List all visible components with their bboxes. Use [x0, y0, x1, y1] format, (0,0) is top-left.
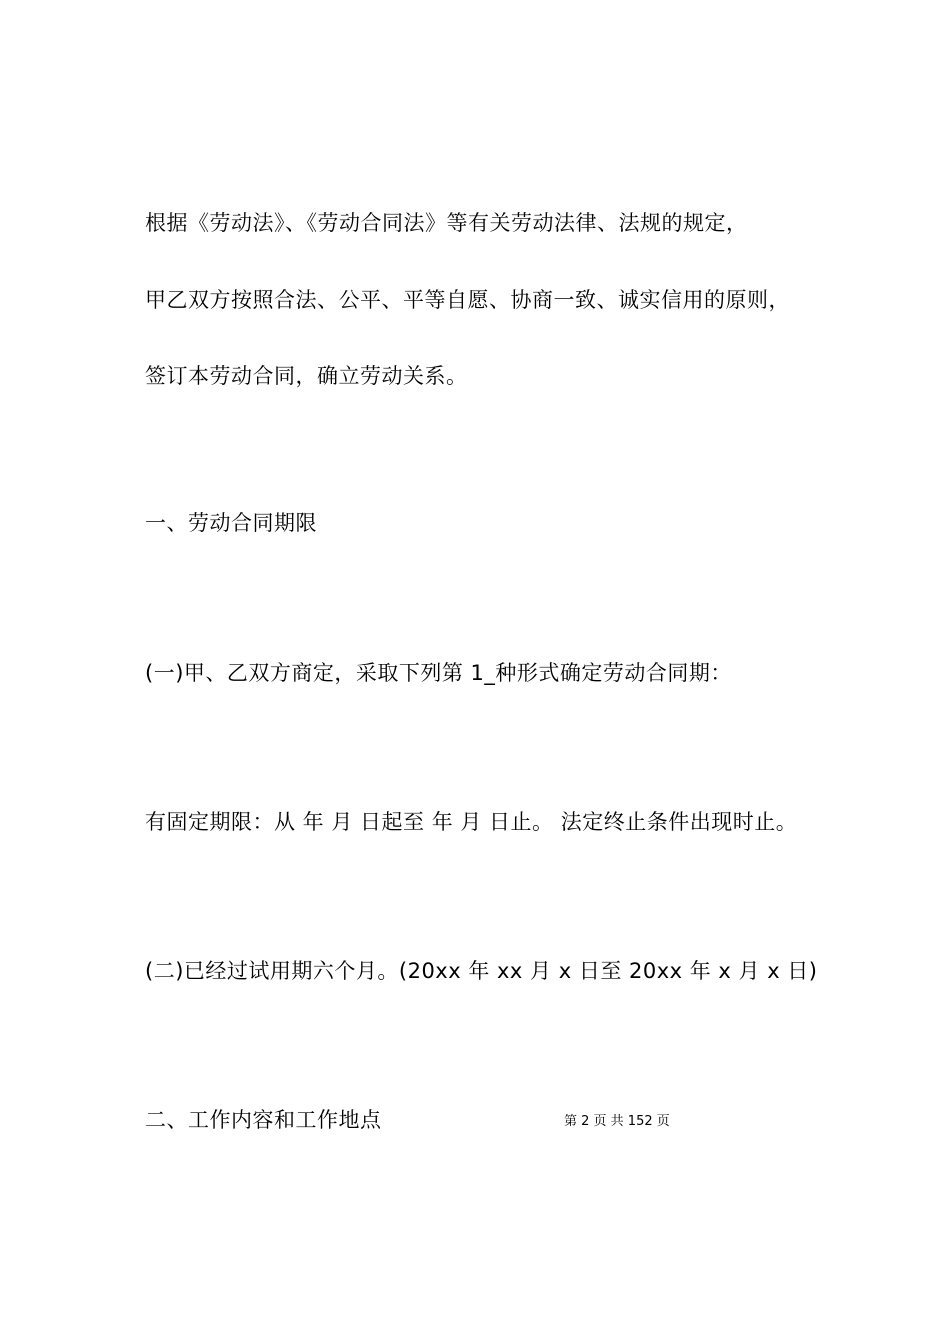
- paragraph-term-form: (一)甲、乙双方商定，采取下列第 1_种形式确定劳动合同期：: [145, 661, 732, 685]
- paragraph-signing: 签订本劳动合同，确立劳动关系。: [145, 364, 468, 388]
- paragraph-principles: 甲乙双方按照合法、公平、平等自愿、协商一致、诚实信用的原则，: [145, 288, 790, 312]
- paragraph-fixed-term: 有固定期限：从 年 月 日起至 年 月 日止。 法定终止条件出现时止。: [145, 810, 798, 834]
- heading-work-content-location: 二、工作内容和工作地点: [145, 1108, 382, 1132]
- heading-contract-term: 一、劳动合同期限: [145, 511, 317, 535]
- paragraph-probation: (二)已经过试用期六个月。(20xx 年 xx 月 x 日至 20xx 年 x 月 x 日): [145, 959, 818, 983]
- page-number-footer: 第 2 页 共 152 页: [564, 1114, 670, 1129]
- paragraph-legal-basis: 根据《劳动法》、《劳动合同法》等有关劳动法律、法规的规定，: [145, 211, 748, 235]
